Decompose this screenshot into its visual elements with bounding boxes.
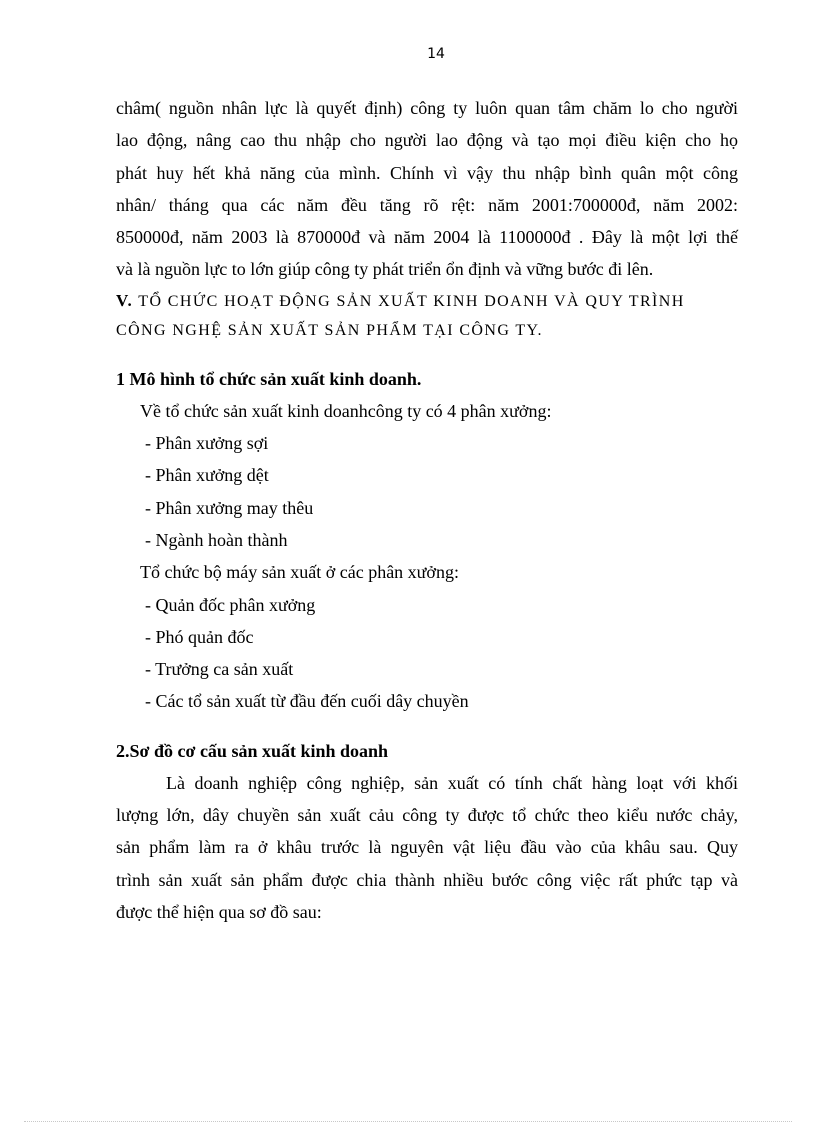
org-structure-list bbox=[116, 589, 738, 718]
workshops-intro: Về tổ chức sản xuất kinh doanhcông ty có 4 phân xưởng: bbox=[140, 400, 552, 421]
list-item: - Phó quản đốc bbox=[145, 626, 254, 647]
list-item: - Phân xưởng may thêu bbox=[145, 497, 314, 518]
section-v-title-part-1: TỔ CHỨC HOẠT ĐỘNG SẢN XUẤT KINH DOANH VÀ QUY TRÌNH bbox=[138, 292, 685, 310]
list-item: - Các tổ sản xuất từ đầu đến cuối dây chuyền bbox=[145, 691, 469, 712]
paragraph-line: và là nguồn lực to lớn giúp công ty phát triển ổn định và vững bước đi lên. bbox=[116, 259, 654, 280]
paragraph-line: sản phẩm làm ra ở khâu trước là nguyên vật liệu đầu vào của khâu sau. Quy bbox=[116, 837, 738, 858]
section-1-heading: 1 Mô hình tổ chức sản xuất kinh doanh. bbox=[116, 368, 422, 389]
paragraph-line: nhân/ tháng qua các năm đều tăng rõ rệt: năm 2001:700000đ, năm 2002: bbox=[116, 194, 738, 215]
page-bottom-border bbox=[24, 1121, 792, 1122]
page-number: 14 bbox=[427, 46, 445, 62]
paragraph-line: lượng lớn, dây chuyền sản xuất cảu công ty được tổ chức theo kiểu nước chảy, bbox=[116, 805, 738, 826]
paragraph-line: Là doanh nghiệp công nghiệp, sản xuất có tính chất hàng loạt với khối bbox=[166, 772, 738, 793]
section-v-numeral: V. bbox=[116, 290, 134, 310]
workshops-list bbox=[116, 427, 738, 556]
list-item: - Trưởng ca sản xuất bbox=[145, 659, 294, 680]
list-item: - Phân xưởng sợi bbox=[145, 433, 269, 454]
paragraph-line: 850000đ, năm 2003 là 870000đ và năm 2004 là 1100000đ . Đây là một lợi thế bbox=[116, 227, 738, 248]
list-item: - Phân xưởng dệt bbox=[145, 465, 269, 486]
section-2-heading: 2.Sơ đồ cơ cấu sản xuất kinh doanh bbox=[116, 740, 389, 761]
paragraph-line: phát huy hết khả năng của mình. Chính vì vậy thu nhập bình quân một công bbox=[116, 162, 738, 183]
list-item: - Quản đốc phân xưởng bbox=[145, 594, 316, 615]
intro-paragraph bbox=[116, 92, 738, 286]
section-v-heading-line-1 bbox=[116, 286, 738, 316]
paragraph-line: được thể hiện qua sơ đồ sau: bbox=[116, 901, 322, 922]
paragraph-line: trình sản xuất sản phẩm được chia thành nhiều bước công việc rất phức tạp và bbox=[116, 869, 738, 890]
section-2-paragraph bbox=[116, 767, 738, 928]
paragraph-line: lao động, nâng cao thu nhập cho người lao động và tạo mọi điều kiện cho họ bbox=[116, 130, 738, 151]
paragraph-line: châm( nguồn nhân lực là quyết định) công ty luôn quan tâm chăm lo cho người bbox=[116, 98, 738, 118]
list-item: - Ngành hoàn thành bbox=[145, 529, 288, 550]
section-v-heading-line-2: CÔNG NGHỆ SẢN XUẤT SẢN PHẨM TẠI CÔNG TY. bbox=[116, 321, 543, 339]
org-structure-intro: Tổ chức bộ máy sản xuất ở các phân xưởng: bbox=[140, 562, 459, 583]
section-v-heading bbox=[116, 286, 738, 345]
document-body bbox=[116, 92, 738, 928]
